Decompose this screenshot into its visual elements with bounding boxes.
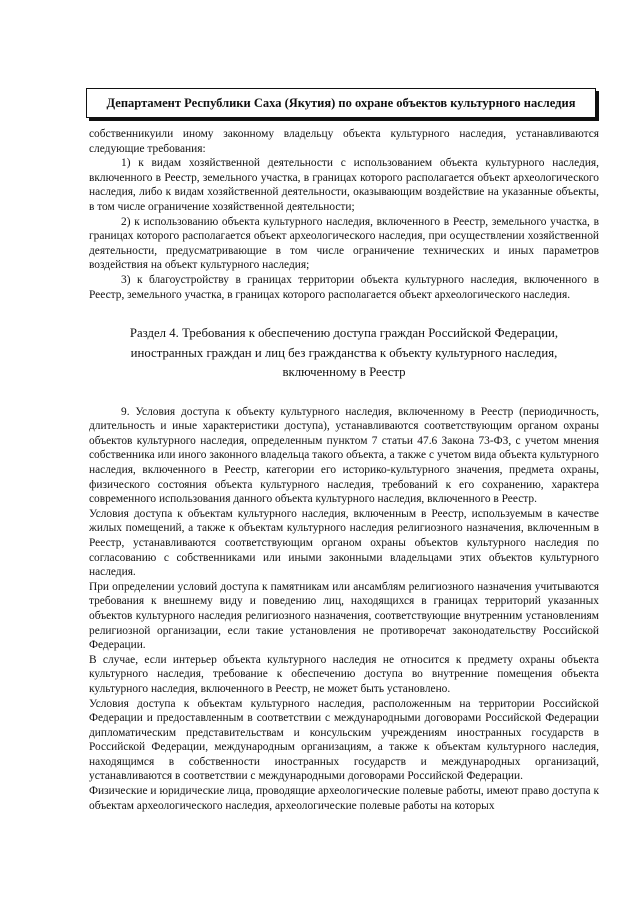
section-heading-line: иностранных граждан и лиц без гражданства к объекту культурного наследия, bbox=[130, 345, 558, 360]
top-paragraphs bbox=[89, 127, 599, 302]
paragraph: При определении условий доступа к памятникам или ансамблям религиозного назначения учитываются требования к внешнему виду и поведению лиц, находящихся в границах территорий указанных объектов культурного наследия религиозного назначения, соответствующие внутренним установлениям религиозной организации, если такие установления не противоречат законодательству Российской Федерации. bbox=[89, 580, 599, 652]
paragraph: 3) к благоустройству в границах территории объекта культурного наследия, включенного в Реестр, земельного участка, в границах которого располагается объект археологического наследия. bbox=[89, 273, 599, 301]
section-heading-line: Раздел 4. Требования к обеспечению доступа граждан Российской Федерации, bbox=[129, 326, 559, 341]
bottom-paragraphs bbox=[89, 405, 599, 814]
paragraph: 2) к использованию объекта культурного наследия, включенного в Реестр, земельного участка, в границах которого располагается объект археологического наследия, при осуществлении хозяйственной деятельности, предусматривающие в том числе ограничение технических и иных параметров воздействия на объект культурного наследия; bbox=[89, 215, 599, 272]
section-heading bbox=[89, 324, 599, 383]
header-title: Департамент Республики Саха (Якутия) по охране объектов культурного наследия bbox=[106, 95, 576, 110]
paragraph: В случае, если интерьер объекта культурного наследия не относится к предмету охраны объекта культурного наследия, требование к обеспечению доступа во внутренние помещения объекта культурного наследия, включенного в Реестр, не может быть установлено. bbox=[89, 653, 599, 695]
section-heading-line: включенному в Реестр bbox=[282, 365, 406, 380]
paragraph: Условия доступа к объектам культурного наследия, включенным в Реестр, используемым в качестве жилых помещений, а также к объектам культурного наследия религиозного назначения, включенным в Реестр, устанавливаются соответствующим органом охраны объектов культурного наследия по согласованию с собственниками или иными законными владельцами этих объектов культурного наследия. bbox=[89, 507, 599, 579]
document-header bbox=[86, 88, 596, 118]
paragraph: 9. Условия доступа к объекту культурного наследия, включенному в Реестр (периодичность, длительность и иные характеристики доступа), устанавливаются соответствующим органом охраны объектов культурного наследия, определенным пунктом 7 статьи 47.6 Закона 73-ФЗ, с учетом мнения собственника или иного законного владельца такого объекта, а также с учетом вида объекта культурного наследия, включенного в Реестр, категории его историко-культурного значения, предмета охраны, физического состояния объекта культурного наследия, требований к его сохранению, характера современного использования данного объекта культурного наследия, включенного в Реестр. bbox=[89, 405, 599, 506]
paragraph: Физические и юридические лица, проводящие археологические полевые работы, имеют право доступа к объектам археологического наследия, археологические полевые работы на которых bbox=[89, 785, 599, 812]
paragraph: собственникуили иному законному владельцу объекта культурного наследия, устанавливаются следующие требования: bbox=[89, 128, 599, 155]
paragraph: 1) к видам хозяйственной деятельности с использованием объекта культурного наследия, включенного в Реестр, земельного участка, в границах которого располагается объект археологического наследия, либо к видам хозяйственной деятельности, оказывающим воздействие на указанные объекты, в том числе ограничение хозяйственной деятельности; bbox=[89, 157, 599, 213]
document-body bbox=[89, 127, 599, 813]
paragraph: Условия доступа к объектам культурного наследия, расположенным на территории Российской Федерации и предоставленным в соответствии с международными договорами Российской Федерации дипломатическим представительствам и консульским учреждениям иностранных государств в Российской Федерации, международным организациям, а также к объектам культурного наследия, находящимся в собственности иностранных государств и международных организаций, устанавливаются в соответствии с международными договорами Российской Федерации. bbox=[89, 697, 599, 783]
